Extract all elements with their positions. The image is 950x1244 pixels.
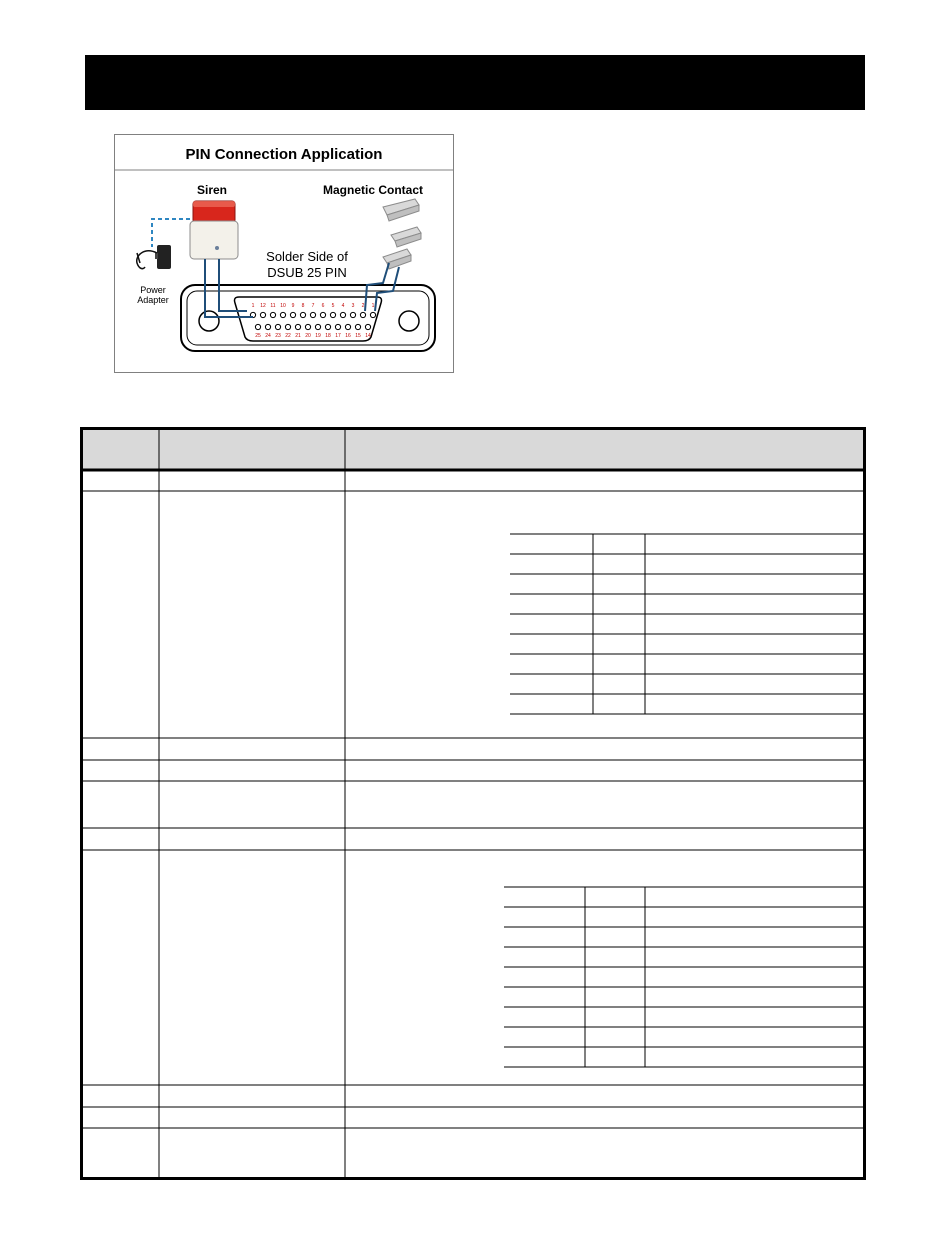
- connector-pin-bottom: [285, 324, 290, 329]
- pin-number-bottom: 14: [365, 333, 371, 339]
- connector-pin-bottom: [325, 324, 330, 329]
- connector-pin-top: [280, 312, 285, 317]
- pin-number-top: 11: [270, 303, 276, 309]
- table-row: [83, 781, 863, 828]
- connector-pin-top: [290, 312, 295, 317]
- magnetic-contact-icon: [383, 199, 421, 269]
- table-row: [83, 738, 863, 760]
- connector-pin-top: [260, 312, 265, 317]
- power-adapter-icon: [137, 245, 171, 269]
- pin-number-bottom: 24: [265, 333, 271, 339]
- pin-number-bottom: 17: [335, 333, 341, 339]
- table-header-row: [83, 430, 863, 470]
- connector-pin-top: [300, 312, 305, 317]
- connector-pin-bottom: [335, 324, 340, 329]
- connector-pin-bottom: [355, 324, 360, 329]
- pin-number-bottom: 19: [315, 333, 321, 339]
- pin-number-bottom: 18: [325, 333, 331, 339]
- connector-pin-bottom: [305, 324, 310, 329]
- connector-pin-top: [360, 312, 365, 317]
- pin-number-bottom: 15: [355, 333, 361, 339]
- connector-pin-bottom: [255, 324, 260, 329]
- siren-icon: [190, 201, 238, 259]
- pin-number-top: 12: [260, 303, 266, 309]
- pin-number-bottom: 23: [275, 333, 281, 339]
- pin-number-top: 9: [291, 303, 295, 309]
- pin-number-top: 1: [371, 303, 375, 309]
- table-row: [83, 828, 863, 850]
- pin-number-bottom: 21: [295, 333, 301, 339]
- pin-number-top: 7: [311, 303, 315, 309]
- connector-pin-bottom: [295, 324, 300, 329]
- connector-pin-top: [340, 312, 345, 317]
- pin-number-bottom: 16: [345, 333, 351, 339]
- table-row: [83, 1107, 863, 1128]
- connector-pin-top: [330, 312, 335, 317]
- pin-number-top: 6: [321, 303, 325, 309]
- pin-number-bottom: 25: [255, 333, 261, 339]
- pin-number-top: 4: [341, 303, 345, 309]
- diagram-title: PIN Connection Application: [185, 146, 383, 163]
- table-row: [83, 470, 863, 491]
- inner-subtable-1: [510, 534, 863, 714]
- power-wire-dashed: [152, 219, 190, 247]
- power-adapter-label-line2: Adapter: [137, 295, 169, 305]
- siren-label: Siren: [196, 183, 228, 197]
- pin-number-top: 2: [361, 303, 365, 309]
- connector-pin-top: [370, 312, 375, 317]
- pin-connection-diagram: [114, 134, 454, 373]
- connector-pin-top: [350, 312, 355, 317]
- solder-side-label-line2: DSUB 25 PIN: [267, 265, 347, 280]
- pin-assignment-table: [80, 427, 866, 1180]
- table-row: [83, 1085, 863, 1107]
- table-row: [83, 1128, 863, 1177]
- pin-table-grid: [83, 430, 863, 1177]
- connector-pin-bottom: [315, 324, 320, 329]
- power-adapter-label-line1: Power: [140, 285, 166, 295]
- connector-pin-bottom: [275, 324, 280, 329]
- pin-number-top: 10: [280, 303, 286, 309]
- connector-pin-top: [310, 312, 315, 317]
- pin-number-bottom: 20: [305, 333, 311, 339]
- connector-pin-bottom: [265, 324, 270, 329]
- inner-subtable-2: [504, 887, 863, 1067]
- page-header-bar: [85, 55, 865, 110]
- pin-number-top: 3: [351, 303, 355, 309]
- connector-pin-top: [270, 312, 275, 317]
- table-row: [83, 760, 863, 781]
- connector-pin-top: [320, 312, 325, 317]
- pin-number-bottom: 22: [285, 333, 291, 339]
- solder-side-label-line1: Solder Side of: [266, 249, 348, 264]
- pin-number-top: 5: [331, 303, 335, 309]
- pin-number-top: 8: [301, 303, 305, 309]
- connector-pin-bottom: [365, 324, 370, 329]
- magnetic-contact-label: Magnetic Contact: [322, 183, 424, 197]
- pin-number-top: 1: [251, 303, 255, 309]
- connector-pin-bottom: [345, 324, 350, 329]
